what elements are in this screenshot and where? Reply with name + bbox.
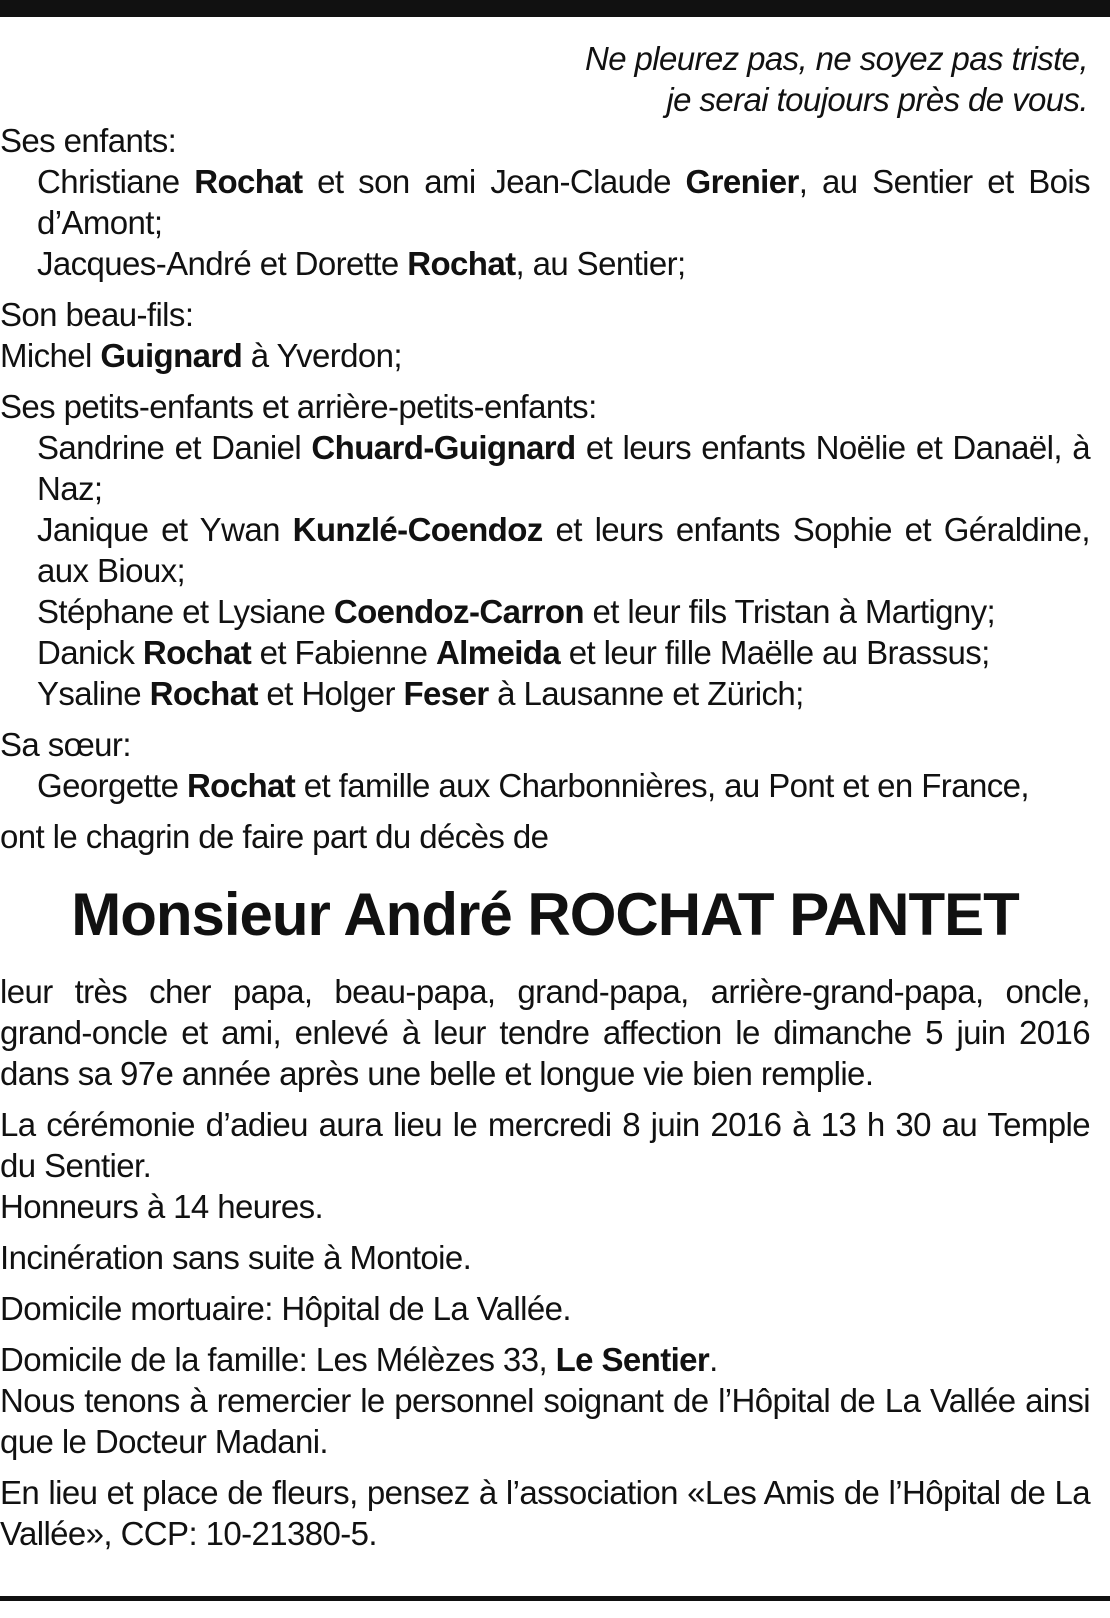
surname: Rochat bbox=[194, 163, 303, 200]
entry-text: et leurs enfants Sophie et Géraldine, aux Bioux; bbox=[37, 511, 1090, 589]
obituary-notice bbox=[0, 38, 1090, 1564]
sister-section bbox=[0, 724, 1090, 806]
entry-text: à Yverdon; bbox=[242, 337, 402, 374]
top-rule bbox=[0, 0, 1110, 17]
deceased-name-heading: Monsieur André ROCHAT PANTET bbox=[71, 881, 1019, 948]
donation-text: En lieu et place de fleurs, pensez à l’association «Les Amis de l’Hôpital de La Vallée», CCP: 10-21380-5. bbox=[0, 1474, 1090, 1552]
surname: Chuard-Guignard bbox=[311, 429, 576, 466]
grandchildren-entry-5 bbox=[0, 673, 1090, 714]
son-in-law-label: Son beau-fils: bbox=[0, 296, 194, 333]
family-home-text bbox=[0, 1339, 1090, 1380]
grandchildren-entry-1 bbox=[0, 427, 1090, 509]
son-in-law-entry bbox=[0, 335, 1090, 376]
surname: Almeida bbox=[435, 634, 561, 671]
sister-label: Sa sœur: bbox=[0, 726, 131, 763]
entry-text: Danick bbox=[37, 634, 143, 671]
ceremony-text: La cérémonie d’adieu aura lieu le mercredi 8 juin 2016 à 13 h 30 au Temple du Sentier. bbox=[0, 1106, 1090, 1184]
entry-text: et leur fils Tristan à Martigny; bbox=[583, 593, 996, 630]
entry-text: Michel bbox=[0, 337, 101, 374]
quote-line-2: je serai toujours près de vous. bbox=[666, 81, 1088, 118]
grandchildren-entry-3 bbox=[0, 591, 1090, 632]
mortuary-text: Domicile mortuaire: Hôpital de La Vallée. bbox=[0, 1290, 571, 1327]
description-paragraph: leur très cher papa, beau-papa, grand-papa, arrière-grand-papa, oncle, grand-oncle et ami, enlevé à leur tendre affection le dimanche 5 juin 2016 dans sa 97e année après une belle et longue vie bien remplie. bbox=[0, 973, 1090, 1092]
children-entry-2 bbox=[0, 243, 1090, 284]
entry-text: et leurs enfants Noëlie et Danaël, à Naz; bbox=[37, 429, 1091, 507]
thanks-text: Nous tenons à remercier le personnel soignant de l’Hôpital de La Vallée ainsi que le Docteur Madani. bbox=[0, 1382, 1090, 1460]
surname: Grenier bbox=[685, 163, 799, 200]
epigraph-quote bbox=[0, 38, 1088, 120]
entry-text: à Lausanne et Zürich; bbox=[488, 675, 804, 712]
entry-text: et son ami Jean-Claude bbox=[302, 163, 686, 200]
bottom-rule bbox=[0, 1596, 1110, 1601]
entry-text: Jacques-André et Dorette bbox=[37, 245, 408, 282]
entry-text: Sandrine et Daniel bbox=[37, 429, 312, 466]
surname: Rochat bbox=[149, 675, 258, 712]
surname: Kunzlé-Coendoz bbox=[292, 511, 543, 548]
entry-text: et Fabienne bbox=[251, 634, 436, 671]
grandchildren-section bbox=[0, 386, 1090, 714]
entry-text: et Holger bbox=[257, 675, 404, 712]
grandchildren-entry-4 bbox=[0, 632, 1090, 673]
surname: Coendoz-Carron bbox=[333, 593, 584, 630]
entry-text: et famille aux Charbonnières, au Pont et en France, bbox=[295, 767, 1029, 804]
entry-text: Domicile de la famille: Les Mélèzes 33, bbox=[0, 1341, 556, 1378]
entry-text: . bbox=[709, 1341, 718, 1378]
sister-entry bbox=[0, 765, 1090, 806]
grandchildren-label: Ses petits-enfants et arrière-petits-enfants: bbox=[0, 388, 597, 425]
surname: Rochat bbox=[407, 245, 516, 282]
entry-text: , au Sentier; bbox=[515, 245, 686, 282]
entry-text: et leur fille Maëlle au Brassus; bbox=[560, 634, 990, 671]
entry-text: Ysaline bbox=[37, 675, 150, 712]
entry-text: Christiane bbox=[37, 163, 195, 200]
surname: Rochat bbox=[142, 634, 252, 671]
ceremony-section bbox=[0, 1104, 1090, 1227]
quote-line-1: Ne pleurez pas, ne soyez pas triste, bbox=[584, 40, 1088, 77]
surname: Rochat bbox=[186, 767, 296, 804]
children-entry-1 bbox=[0, 161, 1090, 243]
surname: Feser bbox=[403, 675, 489, 712]
children-section bbox=[0, 120, 1090, 284]
entry-text: Stéphane et Lysiane bbox=[37, 593, 334, 630]
honours-text: Honneurs à 14 heures. bbox=[0, 1188, 324, 1225]
family-home-section bbox=[0, 1339, 1090, 1462]
entry-text: Janique et Ywan bbox=[37, 511, 293, 548]
cremation-text: Incinération sans suite à Montoie. bbox=[0, 1239, 472, 1276]
grandchildren-entry-2 bbox=[0, 509, 1090, 591]
children-label: Ses enfants: bbox=[0, 122, 177, 159]
surname: Guignard bbox=[100, 337, 243, 374]
entry-text: Georgette bbox=[37, 767, 187, 804]
entry-text: , au Sentier et Bois d’Amont; bbox=[37, 163, 1090, 241]
announcement-line: ont le chagrin de faire part du décès de bbox=[0, 818, 549, 855]
son-in-law-section bbox=[0, 294, 1090, 376]
place-name: Le Sentier bbox=[555, 1341, 710, 1378]
